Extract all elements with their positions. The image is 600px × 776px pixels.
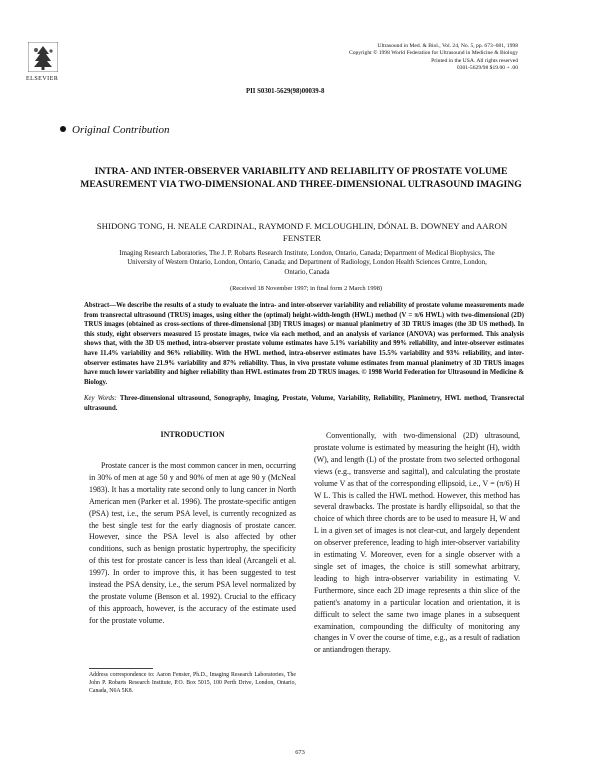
journal-citation: Ultrasound in Med. & Biol., Vol. 24, No. 5, pp. 673–681, 1998 xyxy=(377,43,518,49)
section-label: Original Contribution xyxy=(72,124,170,136)
keywords-list: Three-dimensional ultrasound, Sonography, Imaging, Prostate, Volume, Variability, Reliability, Planimetry, HWL method, Transrectal ultrasound. xyxy=(84,395,525,412)
intro-heading: INTRODUCTION xyxy=(160,430,225,439)
journal-header xyxy=(218,43,518,73)
received-dates: (Received 18 November 1997; in final form 2 March 1998) xyxy=(229,285,383,292)
intro-paragraph: Prostate cancer is the most common cancer in men, occurring in 30% of men at age 50 y and 90% of men at age 90 y (McNeal 1983). It has a mortality rate second only to lung cancer in North American men (Parker et al. 1996). The prostate-specific antigen (PSA) test, i.e., the serum PSA level, is currently recognized as the best single test for the early diagnosis of prostate cancer. However, since the PSA level is also affected by other conditions, such as benign prostatic hypertrophy, the specificity of this test for prostate cancer is less than ideal (Arcangeli et al. 1997). In order to improve this, it has been suggested to test instead the PSA density, i.e., the serum PSA level normalized by the prostate volume (Benson et al. 1992). Crucial to the efficacy of this approach, however, is the accuracy of the estimate used for the prostate volume. xyxy=(89,461,296,625)
keywords-label: Key Words: xyxy=(84,395,117,402)
author-list: SHIDONG TONG, H. NEALE CARDINAL, RAYMOND F. MCLOUGHLIN, DÓNAL B. DOWNEY and AARON FENSTER xyxy=(96,221,508,243)
issn-line: 0301-5629/98 $19.00 + .00 xyxy=(456,65,518,72)
abstract: Abstract—We describe the results of a study to evaluate the intra- and inter-observer variability and reliability of prostate volume measurements made from transrectal ultrasound (TRUS) images, using either the (optimal) height-width-length (HWL) method (V = π/6 HWL) with two-dimensional (2D) TRUS images (obtained as cross-sections of three-dimensional [3D] TRUS images) or manual planimetry of 3D TRUS images (the 3D US method). In this study, eight observers measured 15 prostate images, twice via each method, and an analysis of variance (ANOVA) was performed. This analysis shows that, with the 3D US method, intra-observer prostate volume estimates have 5.1% variability and 99% reliability, and inter-observer estimates have 11.4% variability and 96% reliability. With the HWL method, intra-observer estimates have 15.5% variability and 93% reliability, and inter-observer estimates have 21.9% variability and 87% reliability. Thus, in vivo prostate volume estimates from manual planimetry of 3D TRUS images have much lower variability and higher reliability than HWL estimates from 2D TRUS images. © 1998 World Federation for Ultrasound in Medicine & Biology. xyxy=(84,302,524,386)
footnote-rule xyxy=(89,668,153,669)
right-paragraph: Conventionally, with two-dimensional (2D) ultrasound, prostate volume is estimated by measuring the height (H), width (W), and length (L) of the prostate from two selected orthogonal views (e.g., transverse and sagittal), and calculating the prostate volume V as that of the corresponding ellipsoid, i.e., V = (π/6) H W L. This is called the HWL method. However, this method has several drawbacks. The prostate is hardly ellipsoidal, so that the choice of which three chords are to be used to measure H, W and L in a given set of images is not clear-cut, and largely dependent on observer preference, leading to high inter-observer variability in estimating V. Moreover, even for a single observer with a single set of images, the choice is still somewhat arbitrary, leading to high intra-observer variability in estimating V. Furthermore, since each 2D image represents a thin slice of the patient's anatomy in a particular location and orientation, it is difficult to select the same two image planes in a subsequent examination, compounding the difficulty of monitoring any changes in V over the course of time, e.g., as a result of radiation or antiandrogen therapy. xyxy=(314,431,520,655)
keywords xyxy=(84,394,524,413)
bullet-dot-icon xyxy=(60,126,66,132)
left-column xyxy=(89,460,296,627)
section-heading xyxy=(60,124,170,136)
printed-line: Printed in the USA. All rights reserved xyxy=(431,57,518,64)
affiliation: Imaging Research Laboratories, The J. P. Robarts Research Institute, London, Ontario, Canada; Department of Medical Biophysics, The University of Western Ontario, London, Ontario, Canada; and Department of Radiology, London Health Sciences Centre, London, Ontario, Canada xyxy=(119,250,495,276)
pii-code: PII S0301-5629(98)00039-8 xyxy=(246,88,325,95)
elsevier-tree-logo xyxy=(28,42,58,72)
copyright-line: Copyright © 1998 World Federation for Ultrasound in Medicine & Biology xyxy=(348,50,518,57)
right-column xyxy=(314,430,520,656)
paper-title: INTRA- AND INTER-OBSERVER VARIABILITY AND RELIABILITY OF PROSTATE VOLUME MEASUREMENT VIA TWO-DIMENSIONAL AND THREE-DIMENSIONAL ULTRASOUND IMAGING xyxy=(80,166,522,190)
page-number: 673 xyxy=(295,749,305,756)
footnote: Address correspondence to: Aaron Fenster, Ph.D., Imaging Research Laboratories, The John P. Robarts Research Institute, P.O. Box 5015, 100 Perth Drive, London, Ontario, Canada, N6A 5K8. xyxy=(89,672,296,694)
publisher-name: ELSEVIER xyxy=(26,76,59,82)
